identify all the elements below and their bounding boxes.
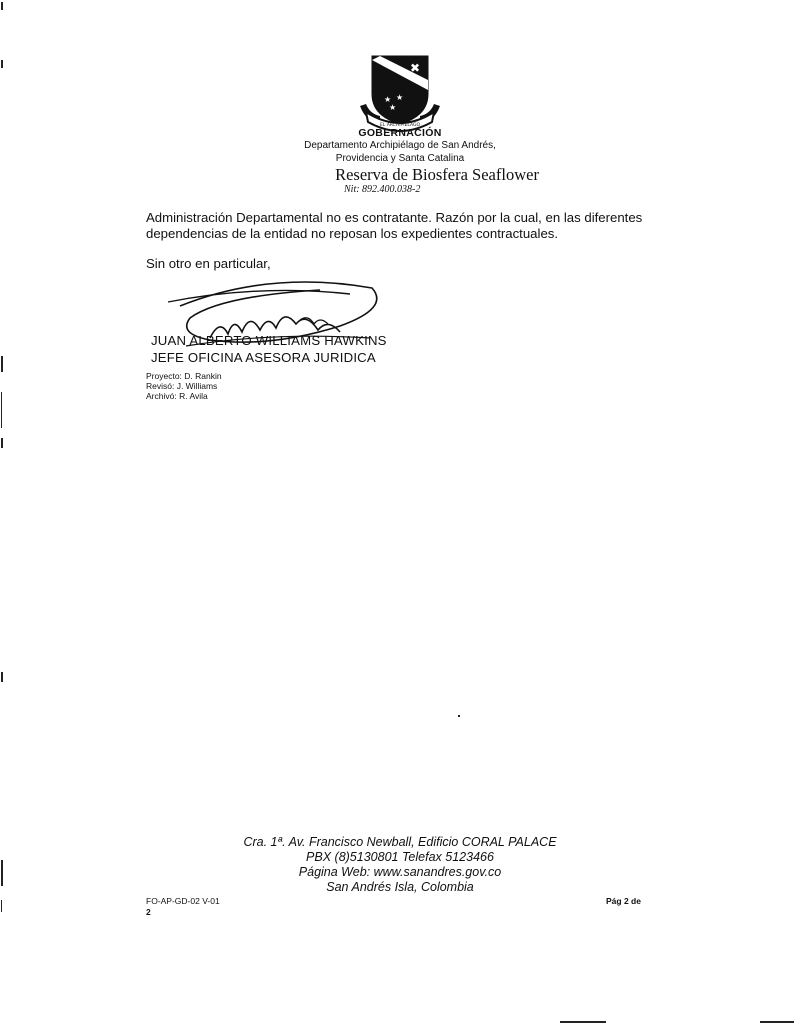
footer-phones: PBX (8)5130801 Telefax 5123466 (306, 850, 494, 864)
form-code: FO-AP-GD-02 V-01 (146, 896, 220, 906)
closing-phrase: Sin otro en particular, (146, 256, 271, 271)
signer-title: JEFE OFICINA ASESORA JURIDICA (151, 350, 376, 365)
scan-mark (1, 60, 3, 68)
footer-web: Página Web: www.sanandres.gov.co (298, 865, 502, 879)
svg-text:✖: ✖ (410, 61, 421, 75)
scan-mark (1, 860, 3, 886)
scan-mark (560, 1021, 606, 1023)
footer-address: Cra. 1ª. Av. Francisco Newball, Edificio CORAL PALACE (243, 835, 557, 849)
scan-mark (1, 356, 3, 372)
logo-banner-text: EL ARCHIPIÉLAGO (379, 123, 421, 128)
form-code-number: 2 (146, 907, 151, 917)
paragraph-line: Administración Departamental no es contratante. Razón por la cual, en las diferentes (146, 210, 643, 225)
svg-text:★: ★ (389, 103, 397, 112)
organization-name: GOBERNACIÓN (358, 127, 442, 139)
svg-text:★: ★ (384, 95, 392, 104)
tax-id: Nit: 892.400.038-2 (344, 184, 421, 195)
svg-text:★: ★ (396, 93, 404, 102)
scan-mark (760, 1021, 794, 1023)
scan-mark (1, 392, 2, 428)
scan-mark (1, 2, 3, 10)
credit-reviso: Revisó: J. Williams (146, 381, 218, 391)
department-line-2: Providencia y Santa Catalina (335, 153, 465, 164)
scan-mark (1, 900, 2, 912)
paragraph-line: dependencias de la entidad no reposan los expedientes contractuales. (146, 226, 559, 241)
letter-paragraph (146, 210, 666, 242)
coat-of-arms-shield-icon (358, 50, 442, 136)
handwritten-signature-icon (150, 268, 390, 354)
credit-archivo: Archivó: R. Avila (146, 391, 208, 401)
department-line-1: Departamento Archipiélago de San Andrés, (304, 140, 496, 151)
reserve-name: Reserva de Biosfera Seaflower (335, 165, 539, 184)
page-number: Pág 2 de (606, 896, 641, 906)
signer-name: JUAN ALBERTO WILLIAMS HAWKINS (151, 333, 387, 348)
scan-mark (458, 715, 460, 717)
scan-mark (1, 672, 3, 682)
footer-city: San Andrés Isla, Colombia (326, 880, 474, 894)
credit-proyecto: Proyecto: D. Rankin (146, 371, 222, 381)
scan-mark (1, 438, 3, 448)
